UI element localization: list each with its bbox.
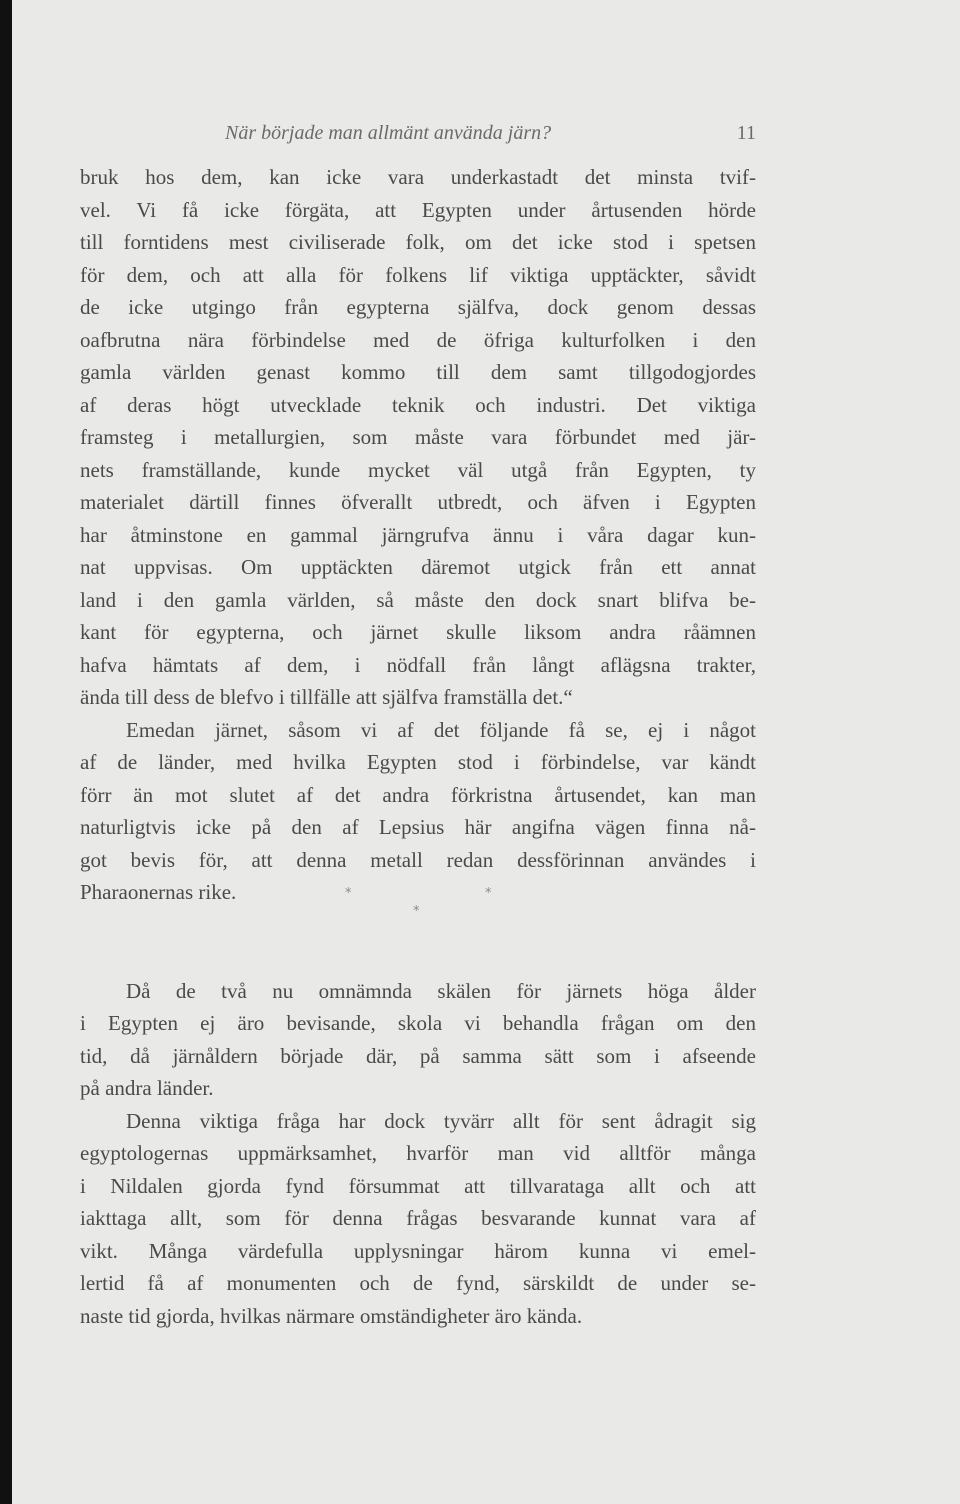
text-line: på andra länder. bbox=[80, 1076, 214, 1100]
page-header bbox=[80, 122, 756, 148]
text-line: naturligtvis icke på den af Lepsius här angifna vägen finna nå- bbox=[80, 815, 756, 839]
text-line: gamla världen genast kommo till dem samt tillgodogjordes bbox=[80, 360, 756, 384]
text-line: af deras högt utvecklade teknik och industri. Det viktiga bbox=[80, 392, 756, 417]
text-line: kant för egypterna, och järnet skulle liksom andra råämnen bbox=[80, 620, 756, 644]
asterisk: * bbox=[413, 904, 420, 919]
text-line: nat uppvisas. Om upptäckten däremot utgick från ett annat bbox=[80, 555, 756, 579]
text-line: vikt. Många värdefulla upplysningar härom kunna vi emel- bbox=[80, 1238, 756, 1263]
text-line: iakttaga allt, som för denna frågas besvarande kunnat vara af bbox=[80, 1206, 756, 1230]
text-line: materialet därtill finnes öfverallt utbredt, och äfven i Egypten bbox=[80, 490, 756, 514]
text-line: till forntidens mest civiliserade folk, om det icke stod i spetsen bbox=[80, 230, 756, 254]
text-line: har åtminstone en gammal järngrufva ännu i våra dagar kun- bbox=[80, 522, 756, 547]
paragraph bbox=[80, 1105, 756, 1333]
text-line: bruk hos dem, kan icke vara underkastadt det minsta tvif- bbox=[80, 165, 756, 189]
text-line: naste tid gjorda, hvilkas närmare omständigheter äro kända. bbox=[80, 1303, 583, 1328]
text-line: nets framställande, kunde mycket väl utgå från Egypten, ty bbox=[80, 457, 756, 482]
text-line: Emedan järnet, såsom vi af det följande få se, ej i något bbox=[126, 717, 756, 742]
paragraph bbox=[80, 161, 756, 714]
text-line: Pharaonernas rike. bbox=[80, 880, 237, 904]
text-line: ända till dess de blefvo i tillfälle att själfva framställa det.“ bbox=[80, 685, 573, 709]
text-line: Då de två nu omnämnda skälen för järnets höga ålder bbox=[126, 978, 756, 1003]
text-line: egyptologernas uppmärksamhet, hvarför man vid alltför många bbox=[80, 1141, 756, 1165]
text-line: oafbrutna nära förbindelse med de öfriga kulturfolken i den bbox=[80, 327, 756, 352]
asterisk: * bbox=[485, 886, 492, 901]
text-line: för dem, och att alla för folkens lif viktiga upptäckter, såvidt bbox=[80, 262, 756, 287]
text-line: framsteg i metallurgien, som måste vara förbundet med jär- bbox=[80, 425, 756, 449]
text-line: de icke utgingo från egypterna själfva, dock genom dessas bbox=[80, 295, 756, 319]
text-line: af de länder, med hvilka Egypten stod i förbindelse, var kändt bbox=[80, 750, 756, 774]
page-number: 11 bbox=[736, 122, 756, 144]
text-line: i Egypten ej äro bevisande, skola vi behandla frågan om den bbox=[80, 1011, 756, 1035]
text-line: förr än mot slutet af det andra förkristna årtusendet, kan man bbox=[80, 782, 756, 807]
section-separator bbox=[335, 880, 515, 920]
paragraph bbox=[80, 975, 756, 1105]
asterisk: * bbox=[345, 886, 352, 901]
body-text bbox=[80, 161, 756, 1332]
text-line: hafva hämtats af dem, i nödfall från långt aflägsna trakter, bbox=[80, 652, 756, 677]
text-line: vel. Vi få icke förgäta, att Egypten under årtusenden hörde bbox=[80, 197, 756, 222]
text-line: tid, då järnåldern började där, på samma sätt som i afseende bbox=[80, 1043, 756, 1068]
text-line: lertid få af monumenten och de fynd, särskildt de under se- bbox=[80, 1271, 756, 1295]
text-line: got bevis för, att denna metall redan dessförinnan användes i bbox=[80, 847, 756, 872]
text-line: Denna viktiga fråga har dock tyvärr allt för sent ådragit sig bbox=[126, 1108, 756, 1133]
text-line: land i den gamla världen, så måste den dock snart blifva be- bbox=[80, 587, 756, 612]
scan-edge bbox=[0, 0, 12, 1504]
text-line: i Nildalen gjorda fynd försummat att tillvarataga allt och att bbox=[80, 1173, 756, 1198]
running-title: När började man allmänt använda järn? bbox=[225, 122, 552, 144]
